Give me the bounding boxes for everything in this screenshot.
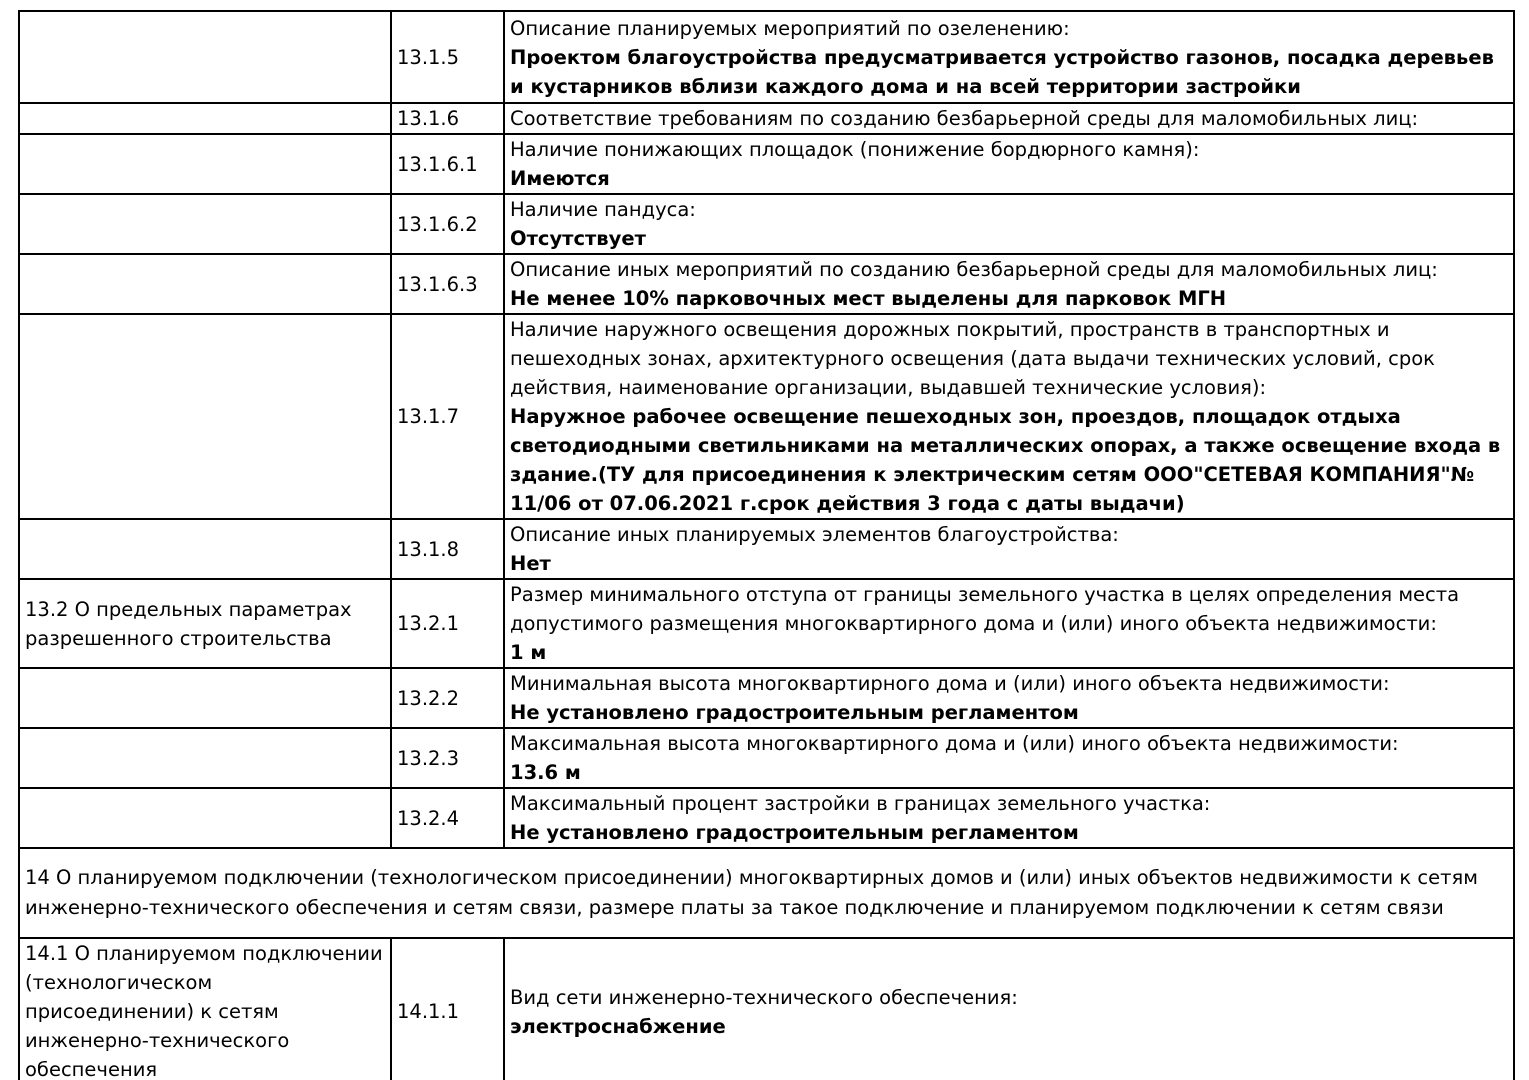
content-cell xyxy=(504,103,1514,134)
table-row xyxy=(19,728,1514,788)
section-cell xyxy=(19,194,391,254)
field-value: Наружное рабочее освещение пешеходных зон, проездов, площадок отдыха светодиодными светильниками на металлических опорах, а также освещение входа в здание.(ТУ для присоединения к электрическим сетям ООО"СЕТЕВАЯ КОМПАНИЯ"№ 11/06 от 07.06.2021 г.срок действия 3 года с даты выдачи) xyxy=(510,405,1501,515)
number-cell: 14.1.1 xyxy=(391,938,504,1080)
section-cell: 13.2 О предельных параметрах разрешенного строительства xyxy=(19,579,391,668)
field-label: Соответствие требованиям по созданию безбарьерной среды для маломобильных лиц: xyxy=(510,107,1419,130)
content-cell xyxy=(504,579,1514,668)
content-cell xyxy=(504,519,1514,579)
table-row xyxy=(19,668,1514,728)
table-row xyxy=(19,519,1514,579)
number-cell: 13.1.7 xyxy=(391,314,504,519)
field-label: Размер минимального отступа от границы земельного участка в целях определения места допустимого размещения многоквартирного дома и (или) иного объекта недвижимости: xyxy=(510,583,1460,635)
content-cell xyxy=(504,11,1514,103)
section-header-cell: 14 О планируемом подключении (технологическом присоединении) многоквартирных домов и (или) иных объектов недвижимости к сетям инженерно-технического обеспечения и сетям связи, размере платы за такое подключение и планируемом подключении к сетям связи xyxy=(19,848,1514,938)
content-cell xyxy=(504,938,1514,1080)
number-cell: 13.2.3 xyxy=(391,728,504,788)
field-label: Наличие пандуса: xyxy=(510,198,696,221)
section-cell xyxy=(19,728,391,788)
number-cell: 13.1.8 xyxy=(391,519,504,579)
number-cell: 13.1.6.3 xyxy=(391,254,504,314)
field-label: Наличие наружного освещения дорожных покрытий, пространств в транспортных и пешеходных зонах, архитектурного освещения (дата выдачи технических условий, срок действия, наименование организации, выдавшей технические условия): xyxy=(510,318,1435,399)
field-label: Максимальная высота многоквартирного дома и (или) иного объекта недвижимости: xyxy=(510,732,1399,755)
field-value: электроснабжение xyxy=(510,1014,726,1038)
content-cell xyxy=(504,728,1514,788)
table-row xyxy=(19,11,1514,103)
section-cell xyxy=(19,103,391,134)
section-cell xyxy=(19,788,391,848)
table-row xyxy=(19,579,1514,668)
content-cell xyxy=(504,314,1514,519)
table-row xyxy=(19,194,1514,254)
content-cell xyxy=(504,788,1514,848)
table-row xyxy=(19,848,1514,938)
field-label: Минимальная высота многоквартирного дома и (или) иного объекта недвижимости: xyxy=(510,672,1390,695)
field-value: Проектом благоустройства предусматривается устройство газонов, посадка деревьев и кустарников вблизи каждого дома и на всей территории застройки xyxy=(510,45,1494,98)
table-row xyxy=(19,254,1514,314)
section-cell xyxy=(19,254,391,314)
field-label: Описание иных мероприятий по созданию безбарьерной среды для маломобильных лиц: xyxy=(510,258,1438,281)
declaration-table xyxy=(18,10,1515,1080)
number-cell: 13.2.4 xyxy=(391,788,504,848)
section-cell xyxy=(19,134,391,194)
field-label: Максимальный процент застройки в границах земельного участка: xyxy=(510,792,1211,815)
content-cell xyxy=(504,134,1514,194)
content-cell xyxy=(504,668,1514,728)
section-cell: 14.1 О планируемом подключении (технологическом присоединении) к сетям инженерно-технического обеспечения xyxy=(19,938,391,1080)
field-value: 1 м xyxy=(510,641,547,664)
table-row xyxy=(19,103,1514,134)
number-cell: 13.1.6 xyxy=(391,103,504,134)
field-value: Не менее 10% парковочных мест выделены для парковок МГН xyxy=(510,287,1227,310)
field-value: Не установлено градостроительным регламентом xyxy=(510,701,1079,724)
field-label: Наличие понижающих площадок (понижение бордюрного камня): xyxy=(510,138,1200,161)
number-cell: 13.2.1 xyxy=(391,579,504,668)
section-cell xyxy=(19,519,391,579)
section-cell xyxy=(19,668,391,728)
table-row xyxy=(19,134,1514,194)
field-value: 13.6 м xyxy=(510,761,581,784)
field-label: Описание планируемых мероприятий по озеленению: xyxy=(510,16,1070,40)
field-value: Нет xyxy=(510,552,551,575)
content-cell xyxy=(504,254,1514,314)
field-value: Имеются xyxy=(510,167,610,190)
field-value: Отсутствует xyxy=(510,227,646,250)
section-cell xyxy=(19,314,391,519)
number-cell: 13.1.5 xyxy=(391,11,504,103)
field-value: Не установлено градостроительным регламентом xyxy=(510,821,1079,844)
number-cell: 13.1.6.2 xyxy=(391,194,504,254)
table-row xyxy=(19,788,1514,848)
table-row xyxy=(19,314,1514,519)
section-cell xyxy=(19,11,391,103)
field-label: Описание иных планируемых элементов благоустройства: xyxy=(510,523,1119,546)
table-body xyxy=(19,11,1514,1080)
table-row xyxy=(19,938,1514,1080)
number-cell: 13.2.2 xyxy=(391,668,504,728)
field-label: Вид сети инженерно-технического обеспечения: xyxy=(510,985,1018,1009)
number-cell: 13.1.6.1 xyxy=(391,134,504,194)
content-cell xyxy=(504,194,1514,254)
